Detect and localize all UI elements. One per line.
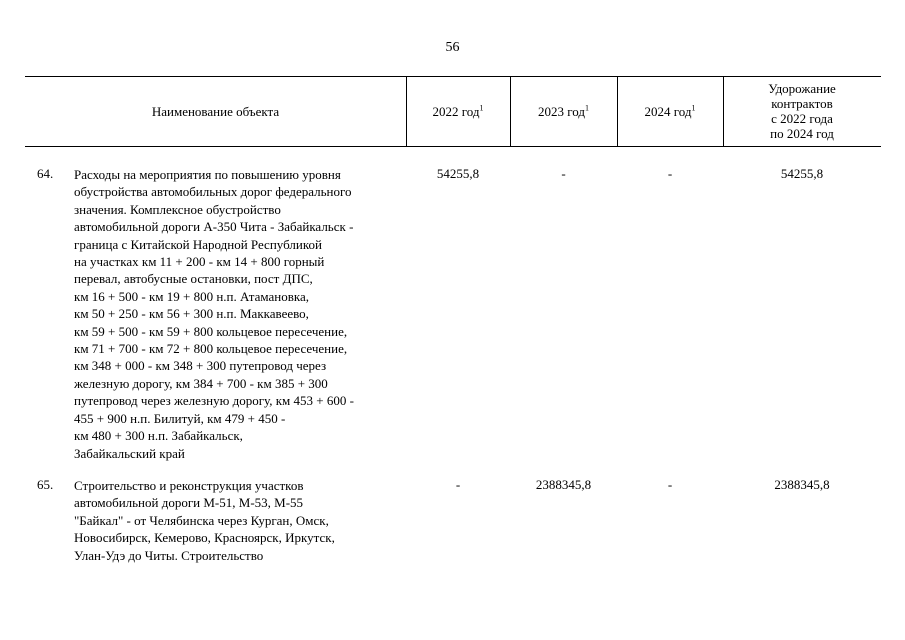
row-number: 65.: [37, 477, 54, 492]
row-number: 64.: [37, 166, 54, 181]
row-description: Расходы на мероприятия по повышению уровня обустройства автомобильных дорог федерального значения. Комплексное обустройство автомобильной дороги А-350 Чита - Забайкальск - граница с Китайской Народной Республикой на участках км 11 + 200 - км 14 + 800 горный перевал, автобусные остановки, пост ДПС, км 16 + 500 - км 19 + 800 н.п. Атамановка, км 50 + 250 - км 56 + 300 н.п. Маккавеево, км 59 + 500 - км 59 + 800 кольцевое пересечение, км 71 + 700 - км 72 + 800 кольцевое пересечение, км 348 + 000 - км 348 + 300 путепровод через железную дорогу, км 384 + 700 - км 385 + 300 путепровод через железную дорогу, км 453 + 600 - 455 + 900 н.п. Билитуй, км 479 + 450 - км 480 + 300 н.п. Забайкальск, Забайкальский край: [74, 167, 354, 461]
header-year-2023: 2023 год$^1$: [538, 103, 589, 119]
table-header-bottom-rule: [25, 146, 881, 147]
header-year-2022: 2022 год$^1$: [432, 103, 484, 119]
page-number: 56: [445, 40, 460, 55]
value-2023: 2388345,8: [535, 477, 592, 492]
value-2022: 54255,8: [436, 166, 480, 181]
header-cost-increase: Удорожание контрактов с 2022 года по 2024 год: [768, 81, 836, 141]
value-total: 54255,8: [780, 166, 824, 181]
value-2023: -: [561, 166, 566, 181]
header-year-2024: 2024 год$^1$: [644, 103, 696, 119]
value-total: 2388345,8: [774, 477, 830, 492]
footnote-marker: 1: [585, 103, 589, 113]
footnote-marker: 1: [479, 103, 484, 113]
value-2024: -: [667, 477, 673, 492]
footnote-marker: 1: [691, 103, 696, 113]
value-2024: -: [667, 166, 673, 181]
header-object-name: Наименование объекта: [151, 103, 280, 119]
row-description: Строительство и реконструкция участков автомобильной дороги М-51, М-53, М-55 "Байкал" - от Челябинска через Курган, Омск, Новосибирск, Кемерово, Красноярск, Иркутск, Улан-Удэ до Читы. Строительство: [74, 478, 335, 563]
value-2022: -: [455, 477, 461, 492]
